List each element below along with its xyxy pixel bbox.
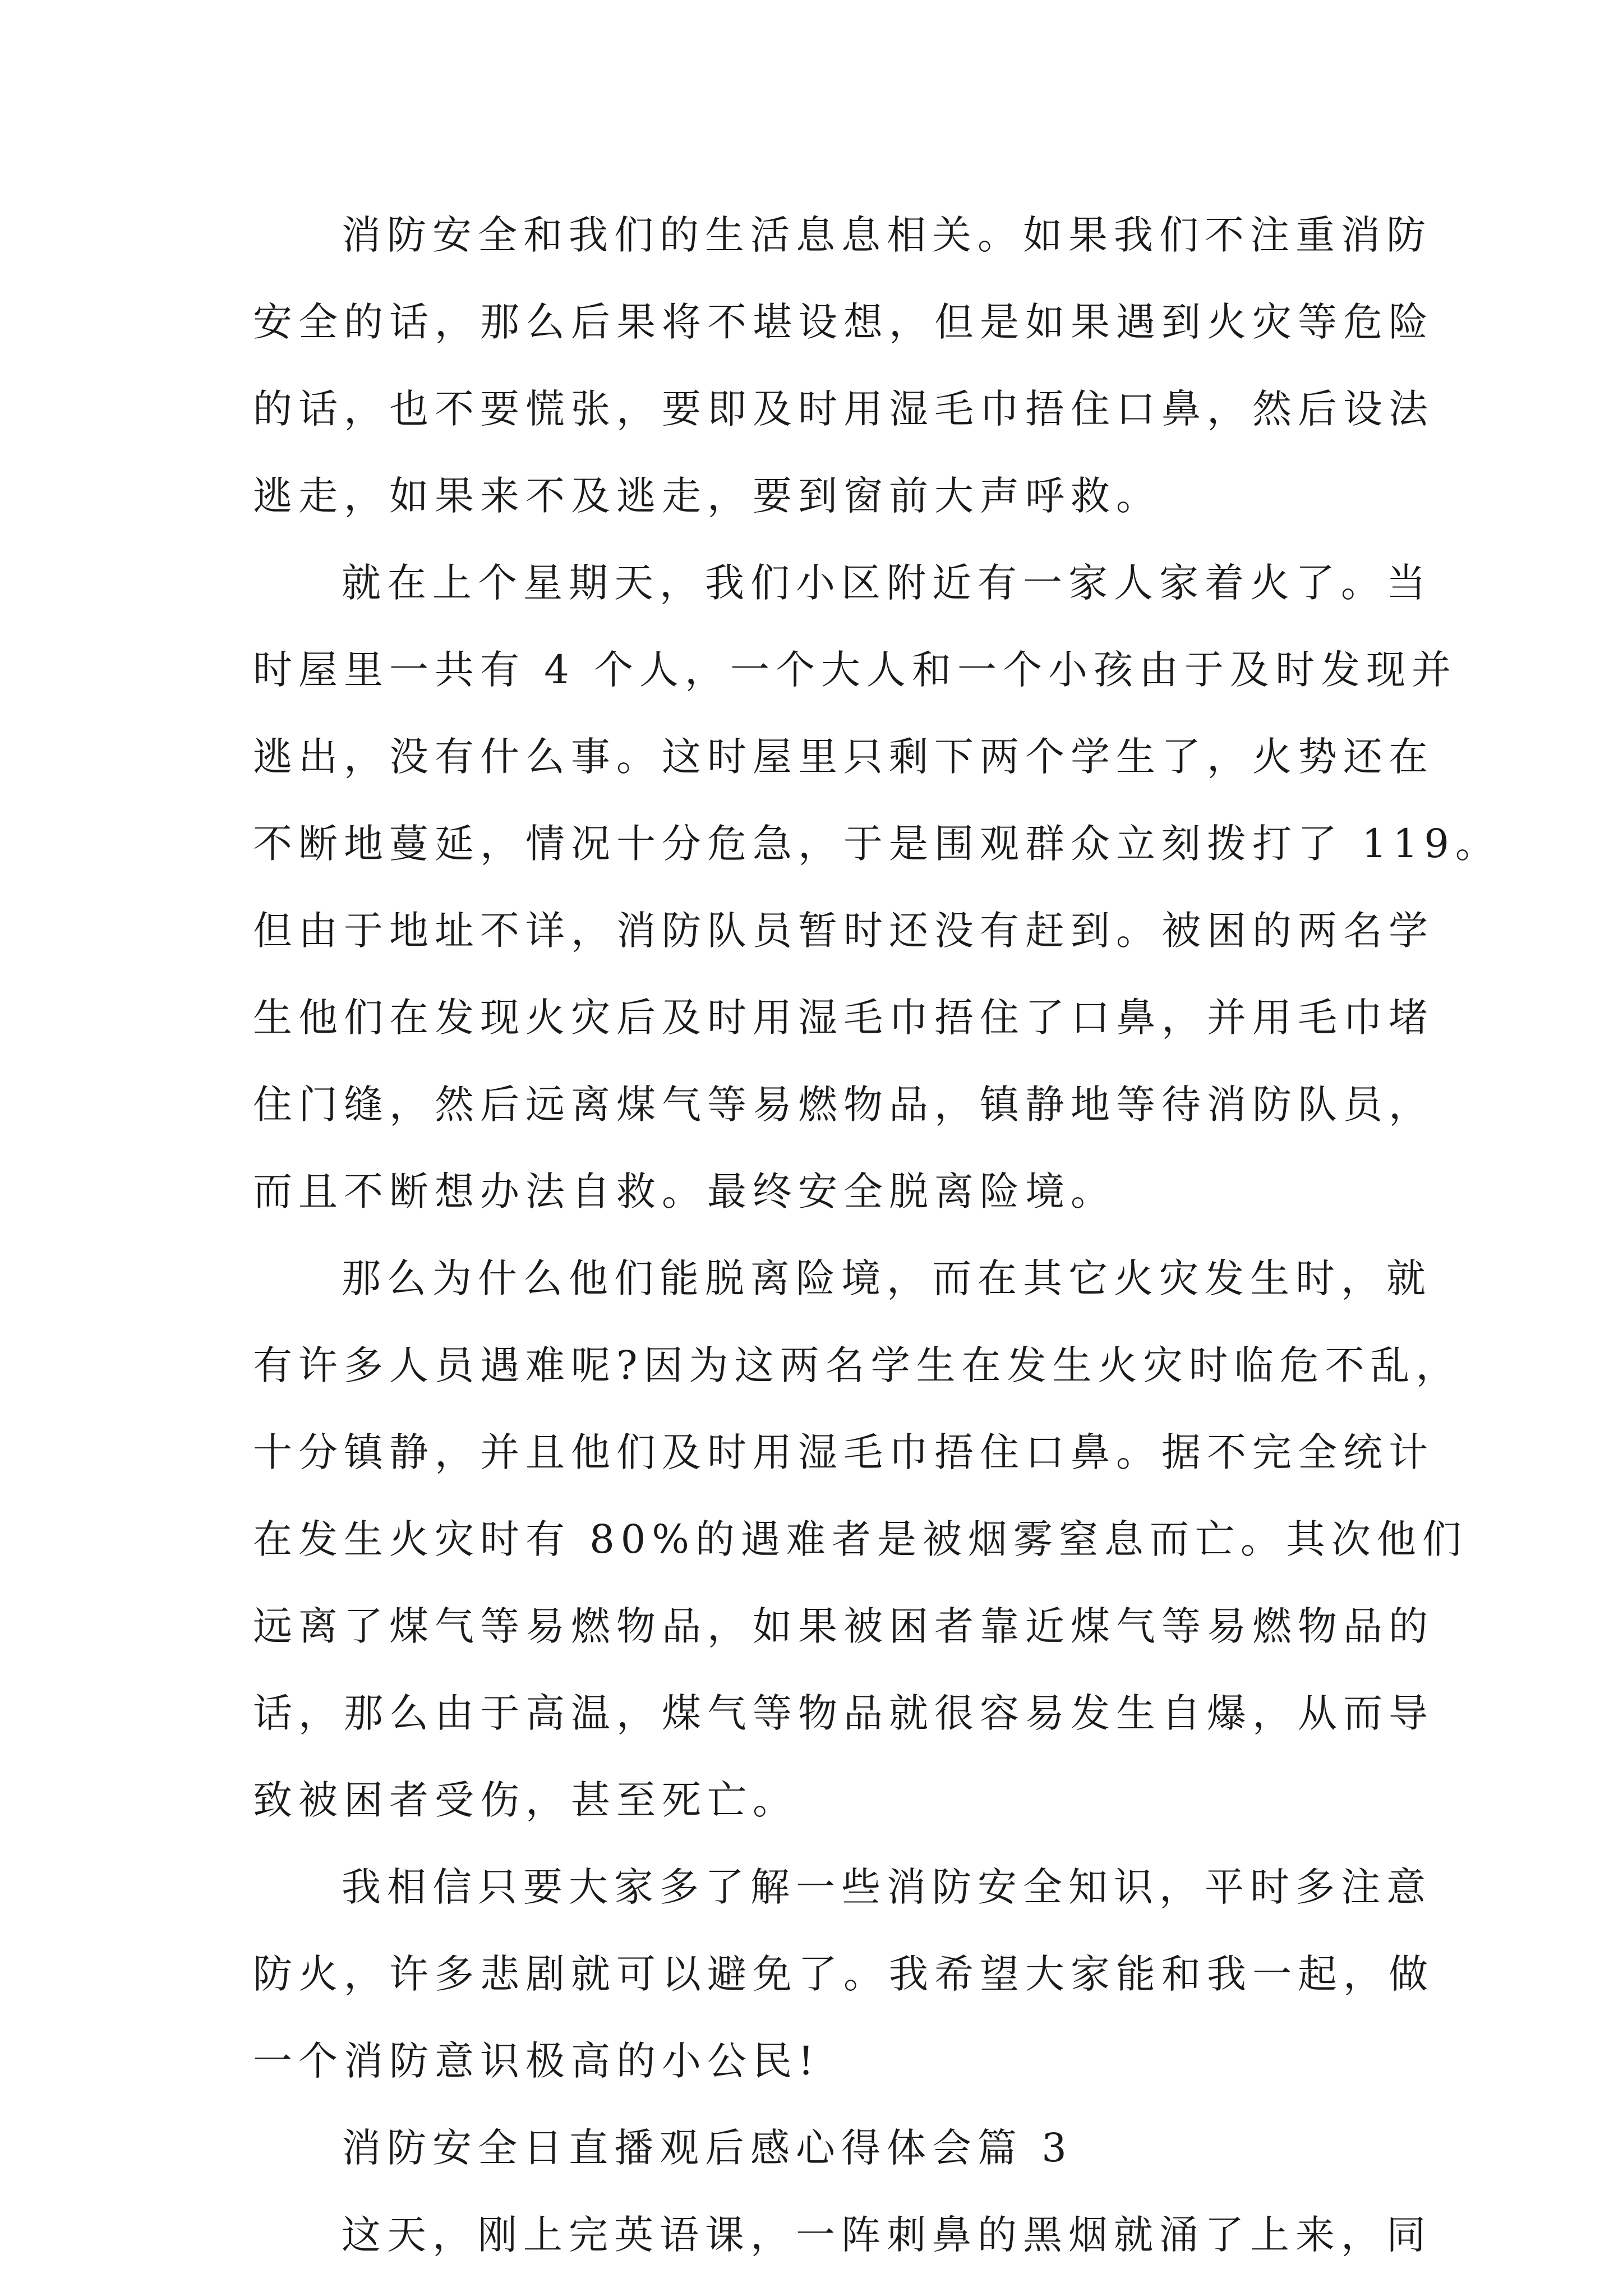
text-line: 时屋里一共有 4 个人，一个大人和一个小孩由于及时发现并 (253, 647, 1458, 693)
text-line: 不断地蔓延，情况十分危急，于是围观群众立刻拨打了 119。 (253, 821, 1501, 867)
text-line: 致被困者受伤，甚至死亡。 (253, 1777, 798, 1823)
text-line: 在发生火灾时有 80%的遇难者是被烟雾窒息而亡。其次他们 (253, 1516, 1468, 1562)
text-line: 我相信只要大家多了解一些消防安全知识，平时多注意 (342, 1864, 1432, 1910)
text-line: 生他们在发现火灾后及时用湿毛巾捂住了口鼻，并用毛巾堵 (253, 995, 1434, 1041)
text-line: 消防安全和我们的生活息息相关。如果我们不注重消防 (342, 212, 1432, 258)
section-heading: 消防安全日直播观后感心得体会篇 3 (342, 2125, 1073, 2171)
text-line: 有许多人员遇难呢?因为这两名学生在发生火灾时临危不乱， (253, 1342, 1461, 1388)
text-line: 远离了煤气等易燃物品，如果被困者靠近煤气等易燃物品的 (253, 1603, 1434, 1649)
text-line: 而且不断想办法自救。最终安全脱离险境。 (253, 1168, 1116, 1214)
text-line: 一个消防意识极高的小公民! (253, 2038, 820, 2084)
text-line: 住门缝，然后远离煤气等易燃物品，镇静地等待消防队员， (253, 1082, 1434, 1128)
text-line: 逃出，没有什么事。这时屋里只剩下两个学生了，火势还在 (253, 734, 1434, 780)
body-text (253, 192, 1501, 2279)
text-line: 的话，也不要慌张，要即及时用湿毛巾捂住口鼻，然后设法 (253, 386, 1434, 432)
text-line: 防火，许多悲剧就可以避免了。我希望大家能和我一起，做 (253, 1951, 1434, 1997)
text-line: 就在上个星期天，我们小区附近有一家人家着火了。当 (342, 560, 1432, 606)
text-line: 这天，刚上完英语课，一阵刺鼻的黑烟就涌了上来，同 (342, 2212, 1432, 2258)
text-line: 但由于地址不详，消防队员暂时还没有赶到。被困的两名学 (253, 908, 1434, 954)
text-line: 逃走，如果来不及逃走，要到窗前大声呼救。 (253, 473, 1161, 519)
text-line: 那么为什么他们能脱离险境，而在其它火灾发生时，就 (342, 1255, 1432, 1301)
text-line: 十分镇静，并且他们及时用湿毛巾捂住口鼻。据不完全统计 (253, 1429, 1434, 1475)
text-line: 安全的话，那么后果将不堪设想，但是如果遇到火灾等危险 (253, 299, 1434, 345)
text-line: 话，那么由于高温，煤气等物品就很容易发生自爆，从而导 (253, 1690, 1434, 1736)
